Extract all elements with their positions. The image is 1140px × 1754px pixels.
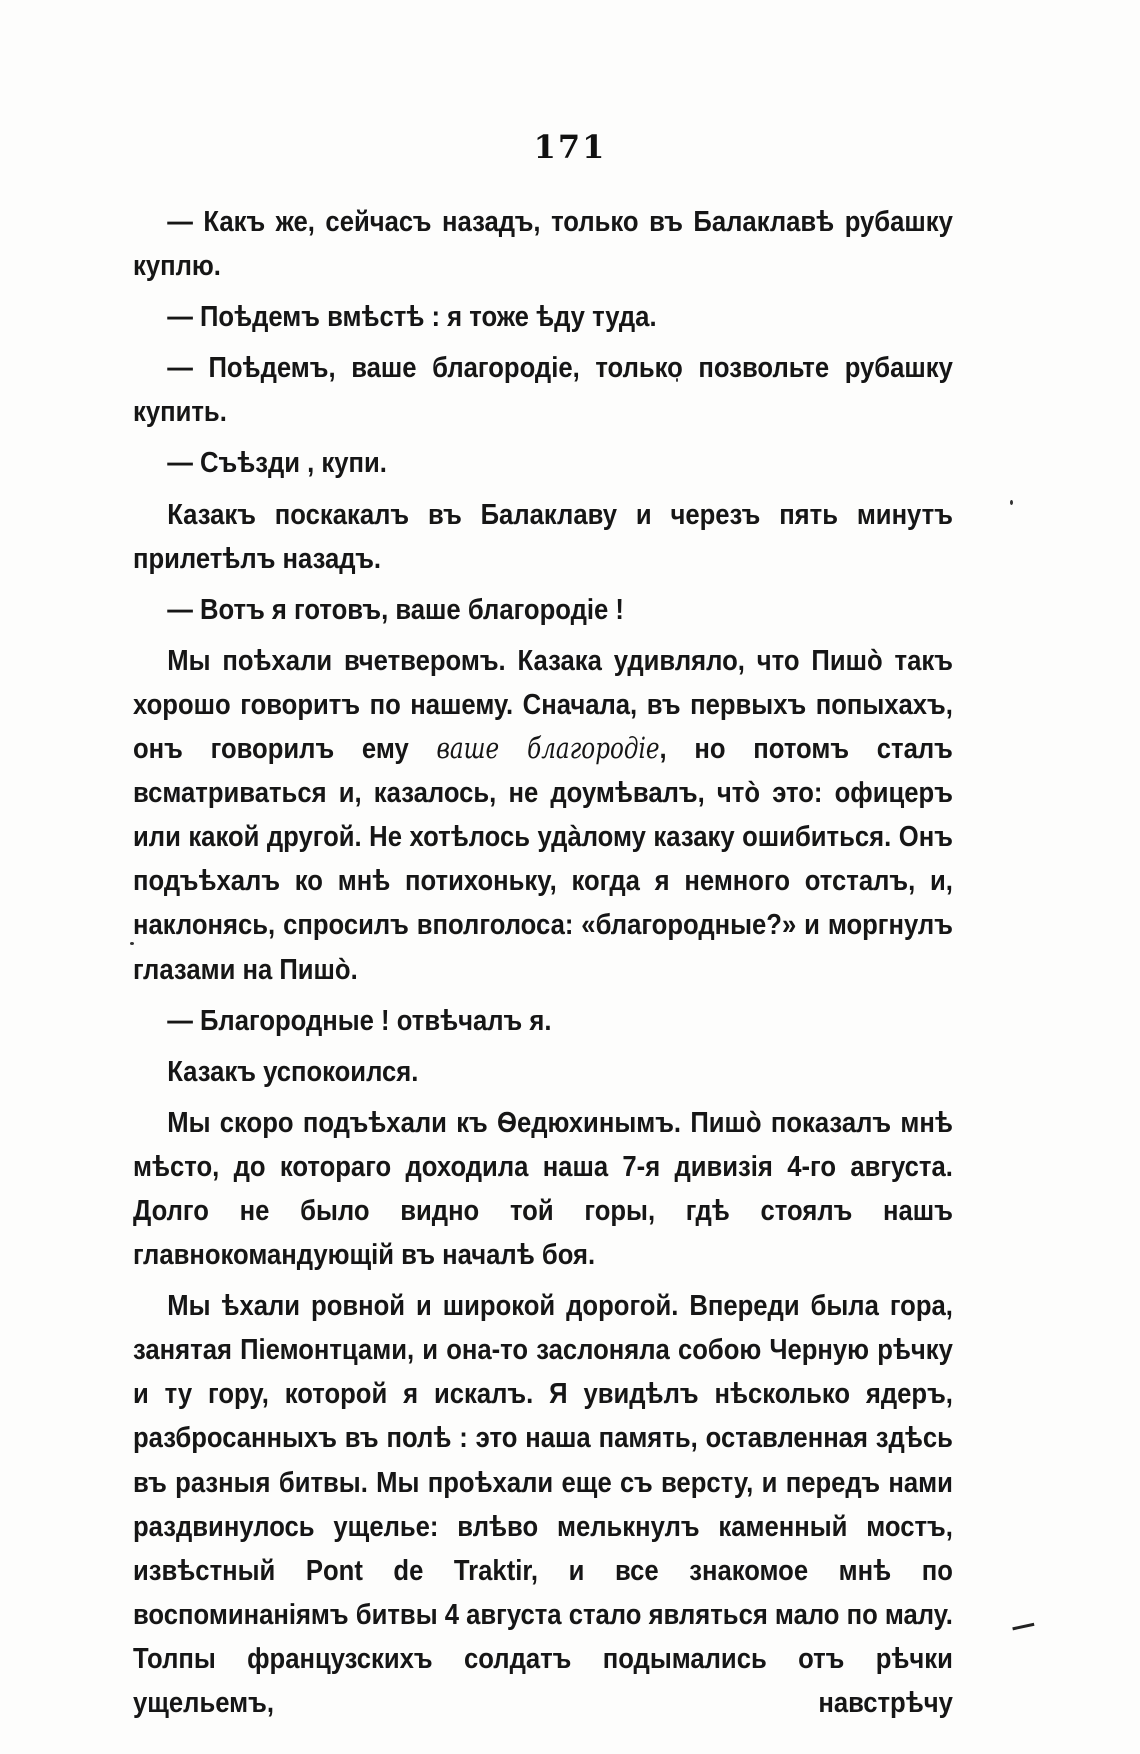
paragraph: — Поѣдемъ вмѣстѣ : я тоже ѣду туда.: [167, 301, 657, 334]
page-body: [133, 200, 953, 1732]
paragraph: Мы ѣхали ровной и широкой дорогой. Впереди была гора, занятая Піемонтцами, и она-то заслоняла собою Черную рѣчку и ту гору, которой я искалъ. Я увидѣлъ нѣсколько ядеръ, разбросанныхъ въ полѣ : это наша память, оставленная здѣсь въ разныя битвы. Мы проѣхали еще съ версту, и передъ нами раздвинулось ущелье: влѣво мелькнулъ каменный мостъ, извѣстный Pont de Traktir, и все знакомое мнѣ по воспоминаніямъ битвы 4 августа стало являться мало по малу. Толпы французскихъ солдатъ подымались отъ рѣчки ущельемъ, навстрѣчу: [133, 1290, 953, 1719]
paragraph: Казакъ поскакалъ въ Балаклаву и черезъ пять минутъ прилетѣлъ назадъ.: [133, 498, 953, 575]
paragraph: — Какъ же, сейчасъ назадъ, только въ Балаклавѣ рубашку куплю.: [133, 206, 953, 283]
paragraph: Казакъ успокоился.: [167, 1055, 419, 1088]
paragraph: — Поѣдемъ, ваше благородіе, только позвольте рубашку купить.: [133, 352, 953, 429]
paragraph-text: , но потомъ сталъ всматриваться и, казалось, не доумѣвалъ, чтò это: офицеръ или какой другой. Не хотѣлось удàлому казаку ошибиться. Онъ подъѣхалъ ко мнѣ потихоньку, когда я немного отсталъ, и, наклонясь, спросилъ вполголоса: «благородные?» и моргнулъ глазами на Пишò.: [133, 733, 953, 986]
paragraph-text: Мы поѣхали вчетверомъ. Казака удивляло, что Пишò такъ хорошо говоритъ по нашему. Сначала, въ первыхъ попыхахъ, онъ говорилъ ему: [133, 644, 953, 766]
ink-speck: [1010, 500, 1013, 505]
paragraph: — Благородные ! отвѣчалъ я.: [167, 1004, 552, 1037]
paragraph: [133, 639, 953, 992]
paragraph: — Съѣзди , купи.: [167, 447, 387, 480]
emphasized-phrase: ваше благородіе: [436, 732, 660, 766]
page-number: 171: [533, 128, 607, 166]
paragraph: Мы скоро подъѣхали къ Ѳедюхинымъ. Пишò показалъ мнѣ мѣсто, до котораго доходила наша 7-я дивизія 4-го августа. Долго не было видно той горы, гдѣ стоялъ нашъ главнокомандующій въ началѣ боя.: [133, 1106, 953, 1272]
paragraph: — Вотъ я готовъ, ваше благородіе !: [167, 593, 624, 626]
margin-mark: [1012, 1623, 1035, 1636]
